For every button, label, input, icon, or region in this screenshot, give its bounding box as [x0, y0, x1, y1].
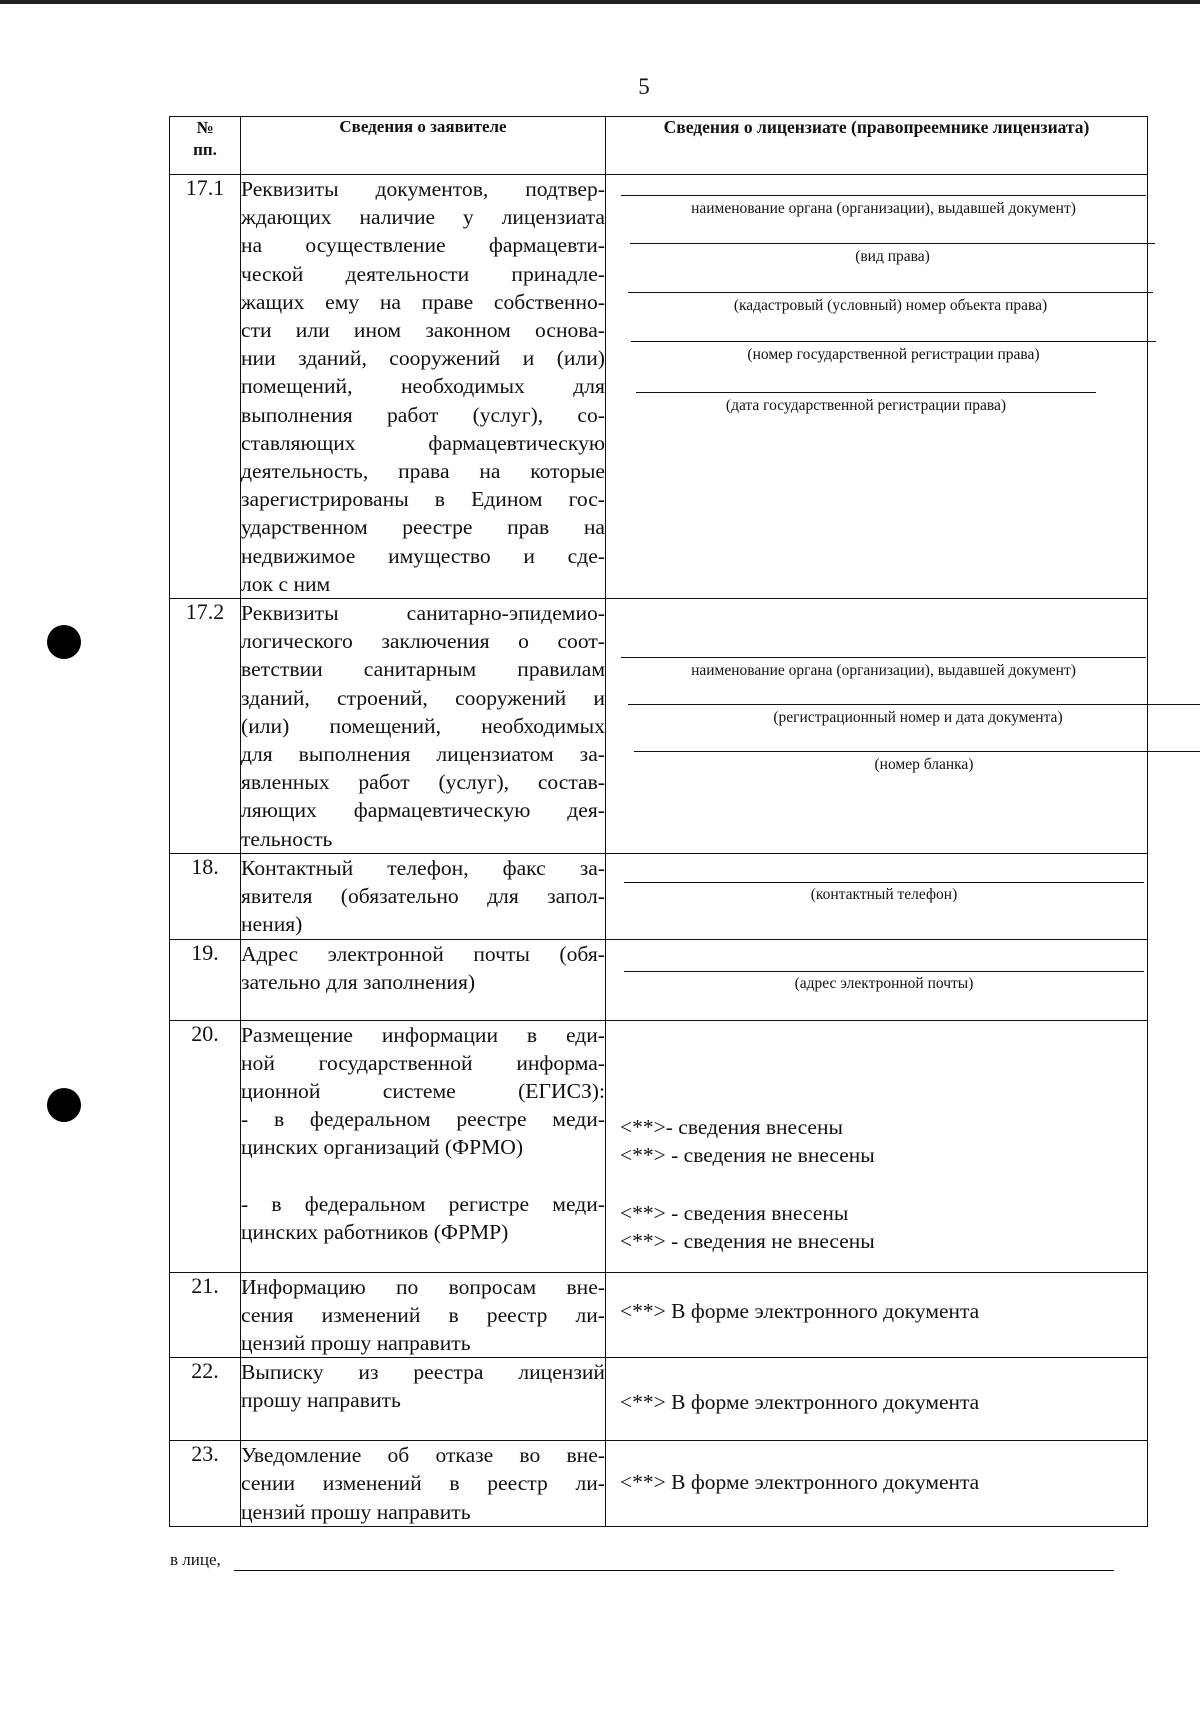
field-caption: наименование органа (организации), выдавшей документ) [691, 200, 1076, 217]
scan-top-edge [0, 0, 1200, 4]
field-caption: (кадастровый (условный) номер объекта права) [733, 297, 1048, 314]
table-row [170, 1272, 1148, 1358]
fill-in-line[interactable] [628, 292, 1153, 293]
fill-in-line[interactable] [621, 657, 1146, 658]
description-line: Уведомление об отказе во вне- [241, 1443, 605, 1468]
field-caption: наименование органа (организации), выдавшей документ) [691, 662, 1076, 680]
option-text[interactable]: <**>- сведения внесены [620, 1114, 843, 1139]
row-licensee-info [606, 854, 1148, 940]
table-row [170, 175, 1148, 599]
description-line: (или) помещений, необходимых [241, 713, 605, 738]
row-number: 19. [170, 939, 241, 1020]
description-line: зательно для заполнения) [241, 969, 476, 994]
description-line: для выполнения лицензиатом за- [241, 742, 605, 767]
header-row [170, 117, 1148, 175]
option-text[interactable]: <**> - сведения внесены [620, 1200, 849, 1225]
field-caption: (контактный телефон) [810, 886, 958, 904]
description-line: нии зданий, сооружений и (или) [241, 346, 605, 371]
table-row [170, 939, 1148, 1020]
row-licensee-info [606, 175, 1148, 599]
table-row [170, 1441, 1148, 1527]
row-description [241, 1358, 606, 1441]
in-person-line [234, 1570, 1114, 1571]
description-line: цинских организаций (ФРМО) [241, 1135, 524, 1160]
punch-hole [47, 625, 81, 659]
description-line: сения изменений в реестр ли- [241, 1302, 605, 1327]
fill-in-line[interactable] [624, 882, 1144, 883]
option-text[interactable]: <**> В форме электронного документа [620, 1298, 980, 1323]
row-licensee-info [606, 1358, 1148, 1441]
license-form-table [169, 116, 1148, 1527]
description-line: помещений, необходимых для [241, 374, 605, 399]
description-line: ветствии санитарным правилам [241, 657, 605, 682]
header-number-abbr: пп. [193, 140, 217, 159]
punch-hole [47, 1088, 81, 1122]
description-line: ляющих фармацевтическую дея- [241, 798, 605, 823]
row-description [241, 854, 606, 940]
description-line: ной государственной информа- [241, 1050, 605, 1075]
description-line: явителя (обязательно для запол- [241, 884, 605, 909]
description-line: недвижимое имущество и сде- [241, 543, 605, 568]
field-caption: (дата государственной регистрации права) [725, 397, 1007, 414]
description-line: - в федеральном реестре меди- [241, 1107, 605, 1132]
table-row [170, 854, 1148, 940]
row-number: 21. [170, 1272, 241, 1358]
description-line: нения) [241, 912, 303, 937]
option-text[interactable]: <**> - сведения не внесены [620, 1228, 875, 1253]
row-description [241, 1272, 606, 1358]
row-description [241, 175, 606, 599]
table-row [170, 1020, 1148, 1272]
description-line: цензий прошу направить [241, 1499, 471, 1524]
description-line: Адрес электронной почты (обя- [241, 941, 605, 966]
row-number: 22. [170, 1358, 241, 1441]
description-line: Размещение информации в еди- [241, 1022, 605, 1047]
row-licensee-info [606, 599, 1148, 854]
table-row [170, 599, 1148, 854]
field-caption: (адрес электронной почты) [794, 974, 974, 992]
description-line: ставляющих фармацевтическую [241, 430, 605, 455]
description-line: тельность [241, 826, 333, 851]
row-description [241, 1020, 606, 1272]
header-number-sign: № [196, 118, 214, 137]
description-line: Реквизиты документов, подтвер- [241, 177, 605, 201]
description-line: лок с ним [241, 571, 331, 596]
header-number [170, 117, 241, 175]
description-line: Выписку из реестра лицензий [241, 1360, 605, 1385]
description-line: ческой деятельности принадле- [241, 261, 605, 286]
description-line: прошу направить [241, 1388, 401, 1413]
fill-in-line[interactable] [634, 751, 1200, 752]
row-number: 18. [170, 854, 241, 940]
field-caption: (регистрационный номер и дата документа) [773, 709, 1063, 727]
description-line: Информацию по вопросам вне- [241, 1274, 605, 1299]
row-licensee-info [606, 939, 1148, 1020]
description-line: цинских работников (ФРМР) [241, 1220, 509, 1245]
description-line: деятельность, права на которые [241, 459, 605, 484]
row-licensee-info [606, 1441, 1148, 1527]
description-line: Контактный телефон, факс за- [241, 856, 605, 881]
table-row [170, 1358, 1148, 1441]
description-line: жащих ему на праве собственно- [241, 289, 605, 314]
option-text[interactable]: <**> - сведения не внесены [620, 1142, 875, 1167]
fill-in-line[interactable] [624, 971, 1144, 972]
row-number: 23. [170, 1441, 241, 1527]
fill-in-line[interactable] [628, 704, 1200, 705]
row-licensee-info [606, 1020, 1148, 1272]
description-line: сти или ином законном основа- [241, 318, 605, 343]
description-line: на осуществление фармацевти- [241, 233, 605, 258]
description-line: выполнения работ (услуг), со- [241, 402, 605, 427]
description-line: цензий прошу направить [241, 1331, 471, 1356]
row-description [241, 939, 606, 1020]
row-licensee-info [606, 1272, 1148, 1358]
description-line: ждающих наличие у лицензиата [241, 205, 605, 230]
fill-in-line[interactable] [621, 195, 1146, 196]
description-line: - в федеральном регистре меди- [241, 1191, 605, 1216]
description-line: зарегистрированы в Едином гос- [241, 487, 605, 512]
description-line [241, 1162, 605, 1190]
row-description [241, 1441, 606, 1527]
header-licensee: Сведения о лицензиате (правопреемнике лицензиата) [606, 117, 1148, 175]
description-line: Реквизиты санитарно-эпидемио- [241, 601, 605, 626]
row-description [241, 599, 606, 854]
option-text[interactable]: <**> В форме электронного документа [620, 1470, 980, 1495]
option-text[interactable]: <**> В форме электронного документа [620, 1390, 980, 1415]
row-number: 17.1 [170, 175, 241, 599]
in-person-label: в лице, [170, 1550, 221, 1569]
description-line: явленных работ (услуг), состав- [241, 770, 605, 795]
page-number: 5 [638, 74, 650, 99]
description-line: сении изменений в реестр ли- [241, 1471, 605, 1496]
field-caption: (номер государственной регистрации права) [747, 346, 1040, 363]
field-caption: (номер бланка) [874, 756, 974, 774]
description-line: логического заключения о соот- [241, 629, 605, 654]
row-number: 20. [170, 1020, 241, 1272]
description-line: зданий, строений, сооружений и [241, 685, 605, 710]
description-line: ционной системе (ЕГИСЗ): [241, 1079, 605, 1104]
description-line: ударственном реестре прав на [241, 515, 605, 540]
row-number: 17.2 [170, 599, 241, 854]
fill-in-line[interactable] [631, 341, 1156, 342]
fill-in-line[interactable] [636, 392, 1096, 393]
fill-in-line[interactable] [630, 243, 1155, 244]
header-applicant: Сведения о заявителе [241, 117, 606, 175]
field-caption: (вид права) [855, 248, 930, 265]
